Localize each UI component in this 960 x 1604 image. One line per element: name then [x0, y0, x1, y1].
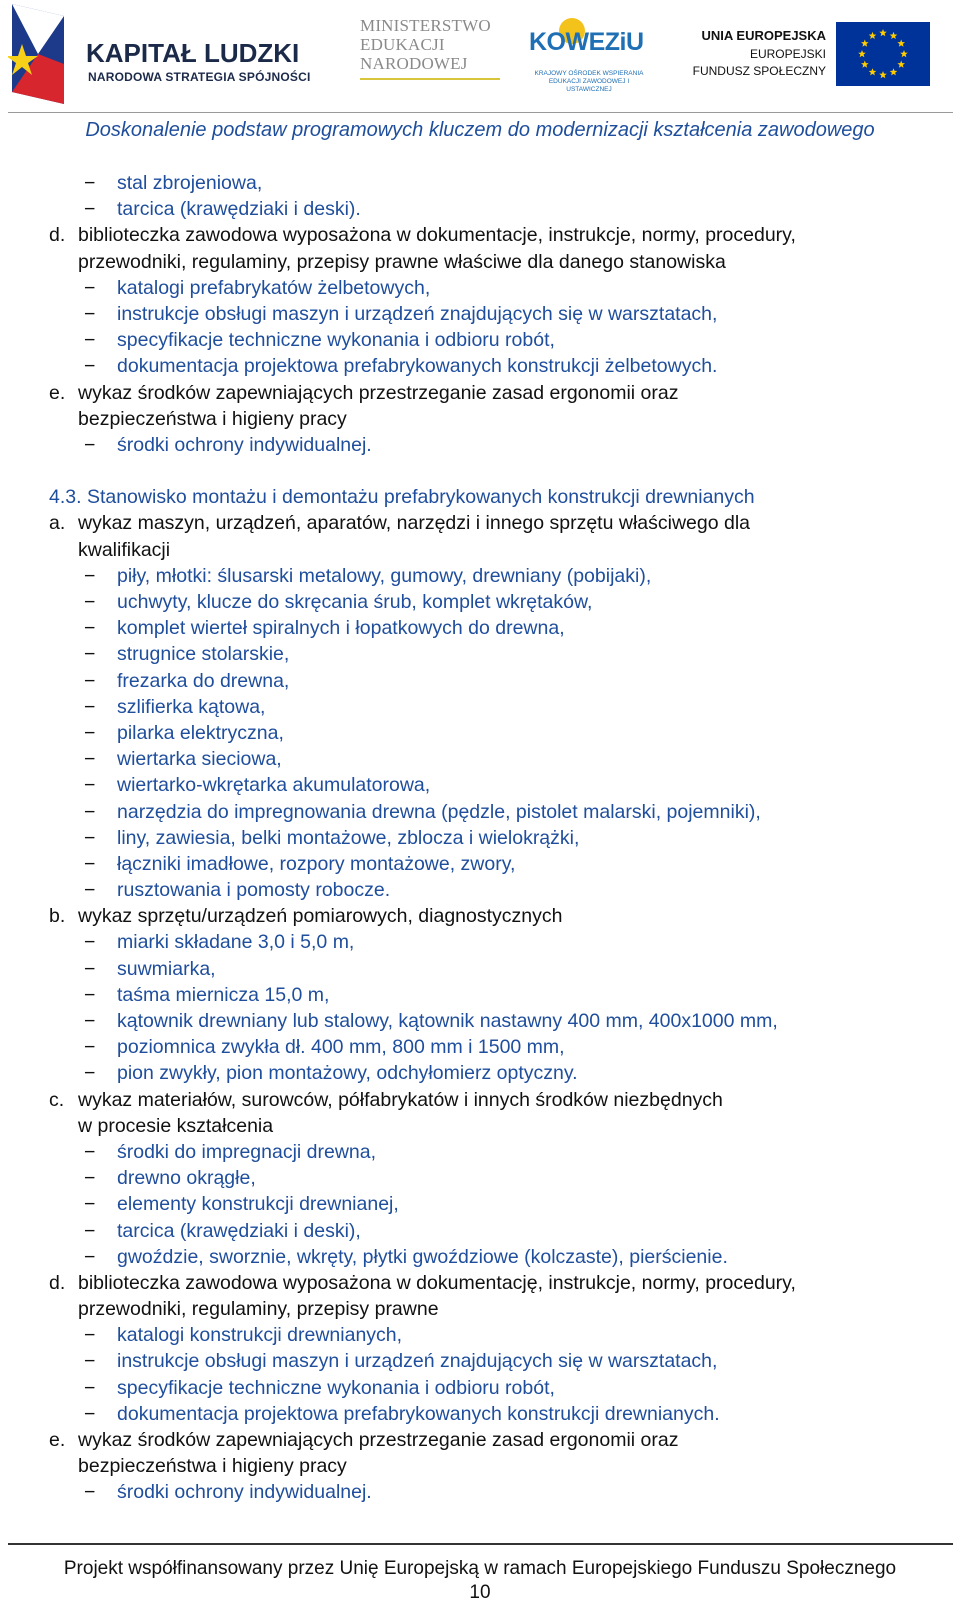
section-heading-continuation	[0, 1113, 960, 1139]
list-item	[0, 641, 960, 667]
eu-logo	[690, 22, 940, 92]
dash-marker: −	[84, 355, 96, 378]
line-text: taśma miernicza 15,0 m,	[117, 983, 330, 1006]
dash-marker: −	[84, 1350, 96, 1373]
list-item	[0, 720, 960, 746]
list-item	[0, 1218, 960, 1244]
eu-line-3: FUNDUSZ SPOŁECZNY	[692, 64, 826, 78]
blank-line	[0, 458, 960, 484]
dash-marker: −	[84, 617, 96, 640]
line-text: tarcica (krawędziaki i deski),	[117, 1219, 361, 1242]
list-item	[0, 1060, 960, 1086]
line-text: kątownik drewniany lub stalowy, kątownik nastawny 400 mm, 400x1000 mm,	[117, 1010, 778, 1032]
list-item	[0, 1191, 960, 1217]
line-text: rusztowania i pomosty robocze.	[117, 879, 391, 902]
line-text: elementy konstrukcji drewnianej,	[117, 1193, 399, 1216]
section-heading-continuation	[0, 537, 960, 563]
list-item	[0, 668, 960, 694]
dash-marker: −	[84, 695, 96, 718]
dash-marker: −	[84, 800, 96, 823]
dash-marker: −	[84, 172, 96, 194]
dash-marker: −	[84, 931, 96, 954]
line-text: piły, młotki: ślusarski metalowy, gumowy, drewniany (pobijaki),	[117, 564, 652, 587]
line-text: uchwyty, klucze do skręcania śrub, komplet wkrętaków,	[117, 591, 593, 613]
letter-marker: d.	[49, 224, 66, 247]
list-item	[0, 825, 960, 851]
line-text: przewodniki, regulaminy, przepisy prawne	[78, 1298, 439, 1321]
section-heading	[0, 222, 960, 248]
ministerstwo-line-1: MINISTERSTWO	[360, 16, 491, 35]
line-text: pilarka elektryczna,	[117, 721, 284, 744]
line-text: dokumentacja projektowa prefabrykowanych konstrukcji żelbetowych.	[117, 355, 718, 378]
line-text: wiertarko-wkrętarka akumulatorowa,	[117, 774, 431, 797]
list-item	[0, 982, 960, 1008]
section-heading	[0, 1087, 960, 1113]
list-item	[0, 1165, 960, 1191]
dash-marker: −	[84, 1324, 96, 1347]
list-item	[0, 563, 960, 589]
ministerstwo-logo	[360, 16, 505, 94]
line-text: miarki składane 3,0 i 5,0 m,	[117, 931, 355, 954]
line-text: kwalifikacji	[78, 538, 171, 561]
letter-marker: d.	[49, 1271, 66, 1294]
ministerstwo-rule	[360, 78, 500, 80]
dash-marker: −	[84, 433, 96, 456]
dash-marker: −	[84, 1193, 96, 1216]
line-text: narzędzia do impregnowania drewna (pędzle, pistolet malarski, pojemniki),	[117, 800, 761, 823]
dash-marker: −	[84, 1402, 96, 1425]
line-text: specyfikacje techniczne wykonania i odbioru robót,	[117, 1376, 555, 1399]
ministerstwo-line-3: NARODOWEJ	[360, 54, 468, 73]
line-text: instrukcje obsługi maszyn i urządzeń znajdujących się w warsztatach,	[117, 1350, 718, 1373]
header-rule	[8, 112, 953, 113]
dash-marker: −	[84, 1062, 96, 1085]
section-heading	[0, 903, 960, 929]
line-text: środki ochrony indywidualnej.	[117, 433, 372, 456]
list-item	[0, 694, 960, 720]
line-text: strugnice stolarskie,	[117, 643, 290, 666]
line-text: dokumentacja projektowa prefabrykowanych konstrukcji drewnianych.	[117, 1402, 720, 1425]
subsection-title	[0, 484, 960, 510]
line-text: przewodniki, regulaminy, przepisy prawne właściwe dla danego stanowiska	[78, 250, 726, 273]
kapital-ludzki-logo	[4, 4, 314, 104]
line-text: wiertarka sieciowa,	[117, 748, 282, 771]
line-text: wykaz środków zapewniających przestrzeganie zasad ergonomii oraz	[78, 1429, 679, 1451]
page-number: 10	[469, 1582, 491, 1603]
dash-marker: −	[84, 669, 96, 692]
dash-marker: −	[84, 1219, 96, 1242]
section-heading	[0, 510, 960, 536]
list-item	[0, 301, 960, 327]
dash-marker: −	[84, 879, 96, 902]
line-text: biblioteczka zawodowa wyposażona w dokumentację, instrukcje, normy, procedury,	[78, 1271, 796, 1294]
letter-marker: e.	[49, 1429, 66, 1451]
line-text: 4.3. Stanowisko montażu i demontażu prefabrykowanych konstrukcji drewnianych	[49, 486, 755, 509]
dash-marker: −	[84, 957, 96, 980]
dash-marker: −	[84, 564, 96, 587]
content-list	[0, 170, 960, 1506]
line-text: komplet wierteł spiralnych i łopatkowych do drewna,	[117, 617, 565, 640]
dash-marker: −	[84, 826, 96, 849]
dash-marker: −	[84, 1010, 96, 1032]
line-text: szlifierka kątowa,	[117, 695, 266, 718]
list-item	[0, 1139, 960, 1165]
kapital-ludzki-title: KAPITAŁ LUDZKI	[86, 38, 300, 68]
list-item	[0, 275, 960, 301]
line-text: suwmiarka,	[117, 957, 216, 980]
kapital-ludzki-subtitle: NARODOWA STRATEGIA SPÓJNOŚCI	[88, 70, 311, 84]
dash-marker: −	[84, 276, 96, 299]
list-item	[0, 432, 960, 458]
list-item	[0, 615, 960, 641]
list-item	[0, 1034, 960, 1060]
line-text: środki ochrony indywidualnej.	[117, 1481, 372, 1504]
letter-marker: b.	[49, 905, 66, 928]
list-item	[0, 1244, 960, 1270]
list-item	[0, 196, 960, 222]
dash-marker: −	[84, 721, 96, 744]
section-heading-continuation	[0, 1296, 960, 1322]
koweziu-logo	[525, 14, 650, 96]
ministerstwo-line-2: EDUKACJI	[360, 35, 445, 54]
document-title: Doskonalenie podstaw programowych kluczem do modernizacji kształcenia zawodowego	[85, 119, 875, 141]
list-item	[0, 1479, 960, 1505]
footer-text: Projekt współfinansowany przez Unię Europejską w ramach Europejskiego Funduszu Społecznego	[63, 1558, 897, 1579]
eu-line-2: EUROPEJSKI	[749, 47, 826, 61]
line-text: katalogi prefabrykatów żelbetowych,	[117, 276, 431, 299]
letter-marker: e.	[49, 381, 66, 404]
section-heading-continuation	[0, 406, 960, 432]
logo-bar	[0, 0, 960, 112]
line-text: wykaz materiałów, surowców, półfabrykatów i innych środków niezbędnych	[78, 1088, 723, 1111]
line-text: wykaz sprzętu/urządzeń pomiarowych, diagnostycznych	[78, 905, 563, 928]
line-text: gwoździe, sworznie, wkręty, płytki gwoździowe (kolczaste), pierścienie.	[117, 1245, 728, 1268]
eu-flag-icon	[836, 22, 930, 86]
dash-marker: −	[84, 1140, 96, 1163]
line-text: łączniki imadłowe, rozpory montażowe, zwory,	[117, 852, 516, 875]
dash-marker: −	[84, 983, 96, 1006]
section-heading	[0, 380, 960, 406]
list-item	[0, 589, 960, 615]
list-item	[0, 956, 960, 982]
dash-marker: −	[84, 643, 96, 666]
line-text: katalogi konstrukcji drewnianych,	[117, 1324, 403, 1347]
section-heading	[0, 1427, 960, 1453]
line-text: wykaz środków zapewniających przestrzeganie zasad ergonomii oraz	[78, 381, 679, 404]
koweziu-subtitle: KRAJOWY OŚRODEK WSPIERANIA EDUKACJI ZAWODOWEJ I USTAWICZNEJ	[534, 70, 644, 93]
list-item	[0, 799, 960, 825]
dash-marker: −	[84, 591, 96, 613]
list-item	[0, 1322, 960, 1348]
section-heading	[0, 1270, 960, 1296]
line-text: środki do impregnacji drewna,	[117, 1140, 377, 1163]
line-text: bezpieczeństwa i higieny pracy	[78, 1455, 347, 1478]
dash-marker: −	[84, 748, 96, 771]
list-item	[0, 772, 960, 798]
line-text: specyfikacje techniczne wykonania i odbioru robót,	[117, 329, 555, 352]
dash-marker: −	[84, 1376, 96, 1399]
line-text: drewno okrągłe,	[117, 1167, 256, 1190]
koweziu-name: KOWEZiU	[529, 28, 644, 56]
line-text: poziomnica zwykła dł. 400 mm, 800 mm i 1500 mm,	[117, 1036, 565, 1059]
line-text: w procesie kształcenia	[78, 1114, 274, 1137]
kapital-ludzki-flag-icon	[8, 4, 68, 104]
dash-marker: −	[84, 1036, 96, 1059]
line-text: wykaz maszyn, urządzeń, aparatów, narzędzi i innego sprzętu właściwego dla	[78, 512, 751, 535]
list-item	[0, 851, 960, 877]
line-text: stal zbrojeniowa,	[117, 172, 263, 194]
dash-marker: −	[84, 302, 96, 325]
list-item	[0, 877, 960, 903]
line-text: biblioteczka zawodowa wyposażona w dokumentacje, instrukcje, normy, procedury,	[78, 224, 796, 247]
line-text: bezpieczeństwa i higieny pracy	[78, 407, 347, 430]
line-text: tarcica (krawędziaki i deski).	[117, 198, 361, 221]
dash-marker: −	[84, 852, 96, 875]
list-item	[0, 1008, 960, 1034]
footer-rule	[8, 1543, 953, 1545]
dash-marker: −	[84, 198, 96, 221]
dash-marker: −	[84, 1245, 96, 1268]
list-item	[0, 1401, 960, 1427]
dash-marker: −	[84, 1481, 96, 1504]
letter-marker: c.	[49, 1088, 65, 1111]
line-text: pion zwykły, pion montażowy, odchyłomierz optyczny.	[117, 1062, 578, 1085]
list-item	[0, 1348, 960, 1374]
line-text: liny, zawiesia, belki montażowe, zblocza i wielokrążki,	[117, 826, 580, 849]
dash-marker: −	[84, 1167, 96, 1190]
line-text: frezarka do drewna,	[117, 669, 290, 692]
list-item	[0, 327, 960, 353]
list-item	[0, 1375, 960, 1401]
list-item	[0, 170, 960, 196]
eu-line-1: UNIA EUROPEJSKA	[701, 28, 826, 43]
dash-marker: −	[84, 774, 96, 797]
section-heading-continuation	[0, 249, 960, 275]
dash-marker: −	[84, 329, 96, 352]
list-item	[0, 746, 960, 772]
line-text: instrukcje obsługi maszyn i urządzeń znajdujących się w warsztatach,	[117, 302, 718, 325]
section-heading-continuation	[0, 1453, 960, 1479]
letter-marker: a.	[49, 512, 66, 535]
list-item	[0, 353, 960, 379]
list-item	[0, 929, 960, 955]
